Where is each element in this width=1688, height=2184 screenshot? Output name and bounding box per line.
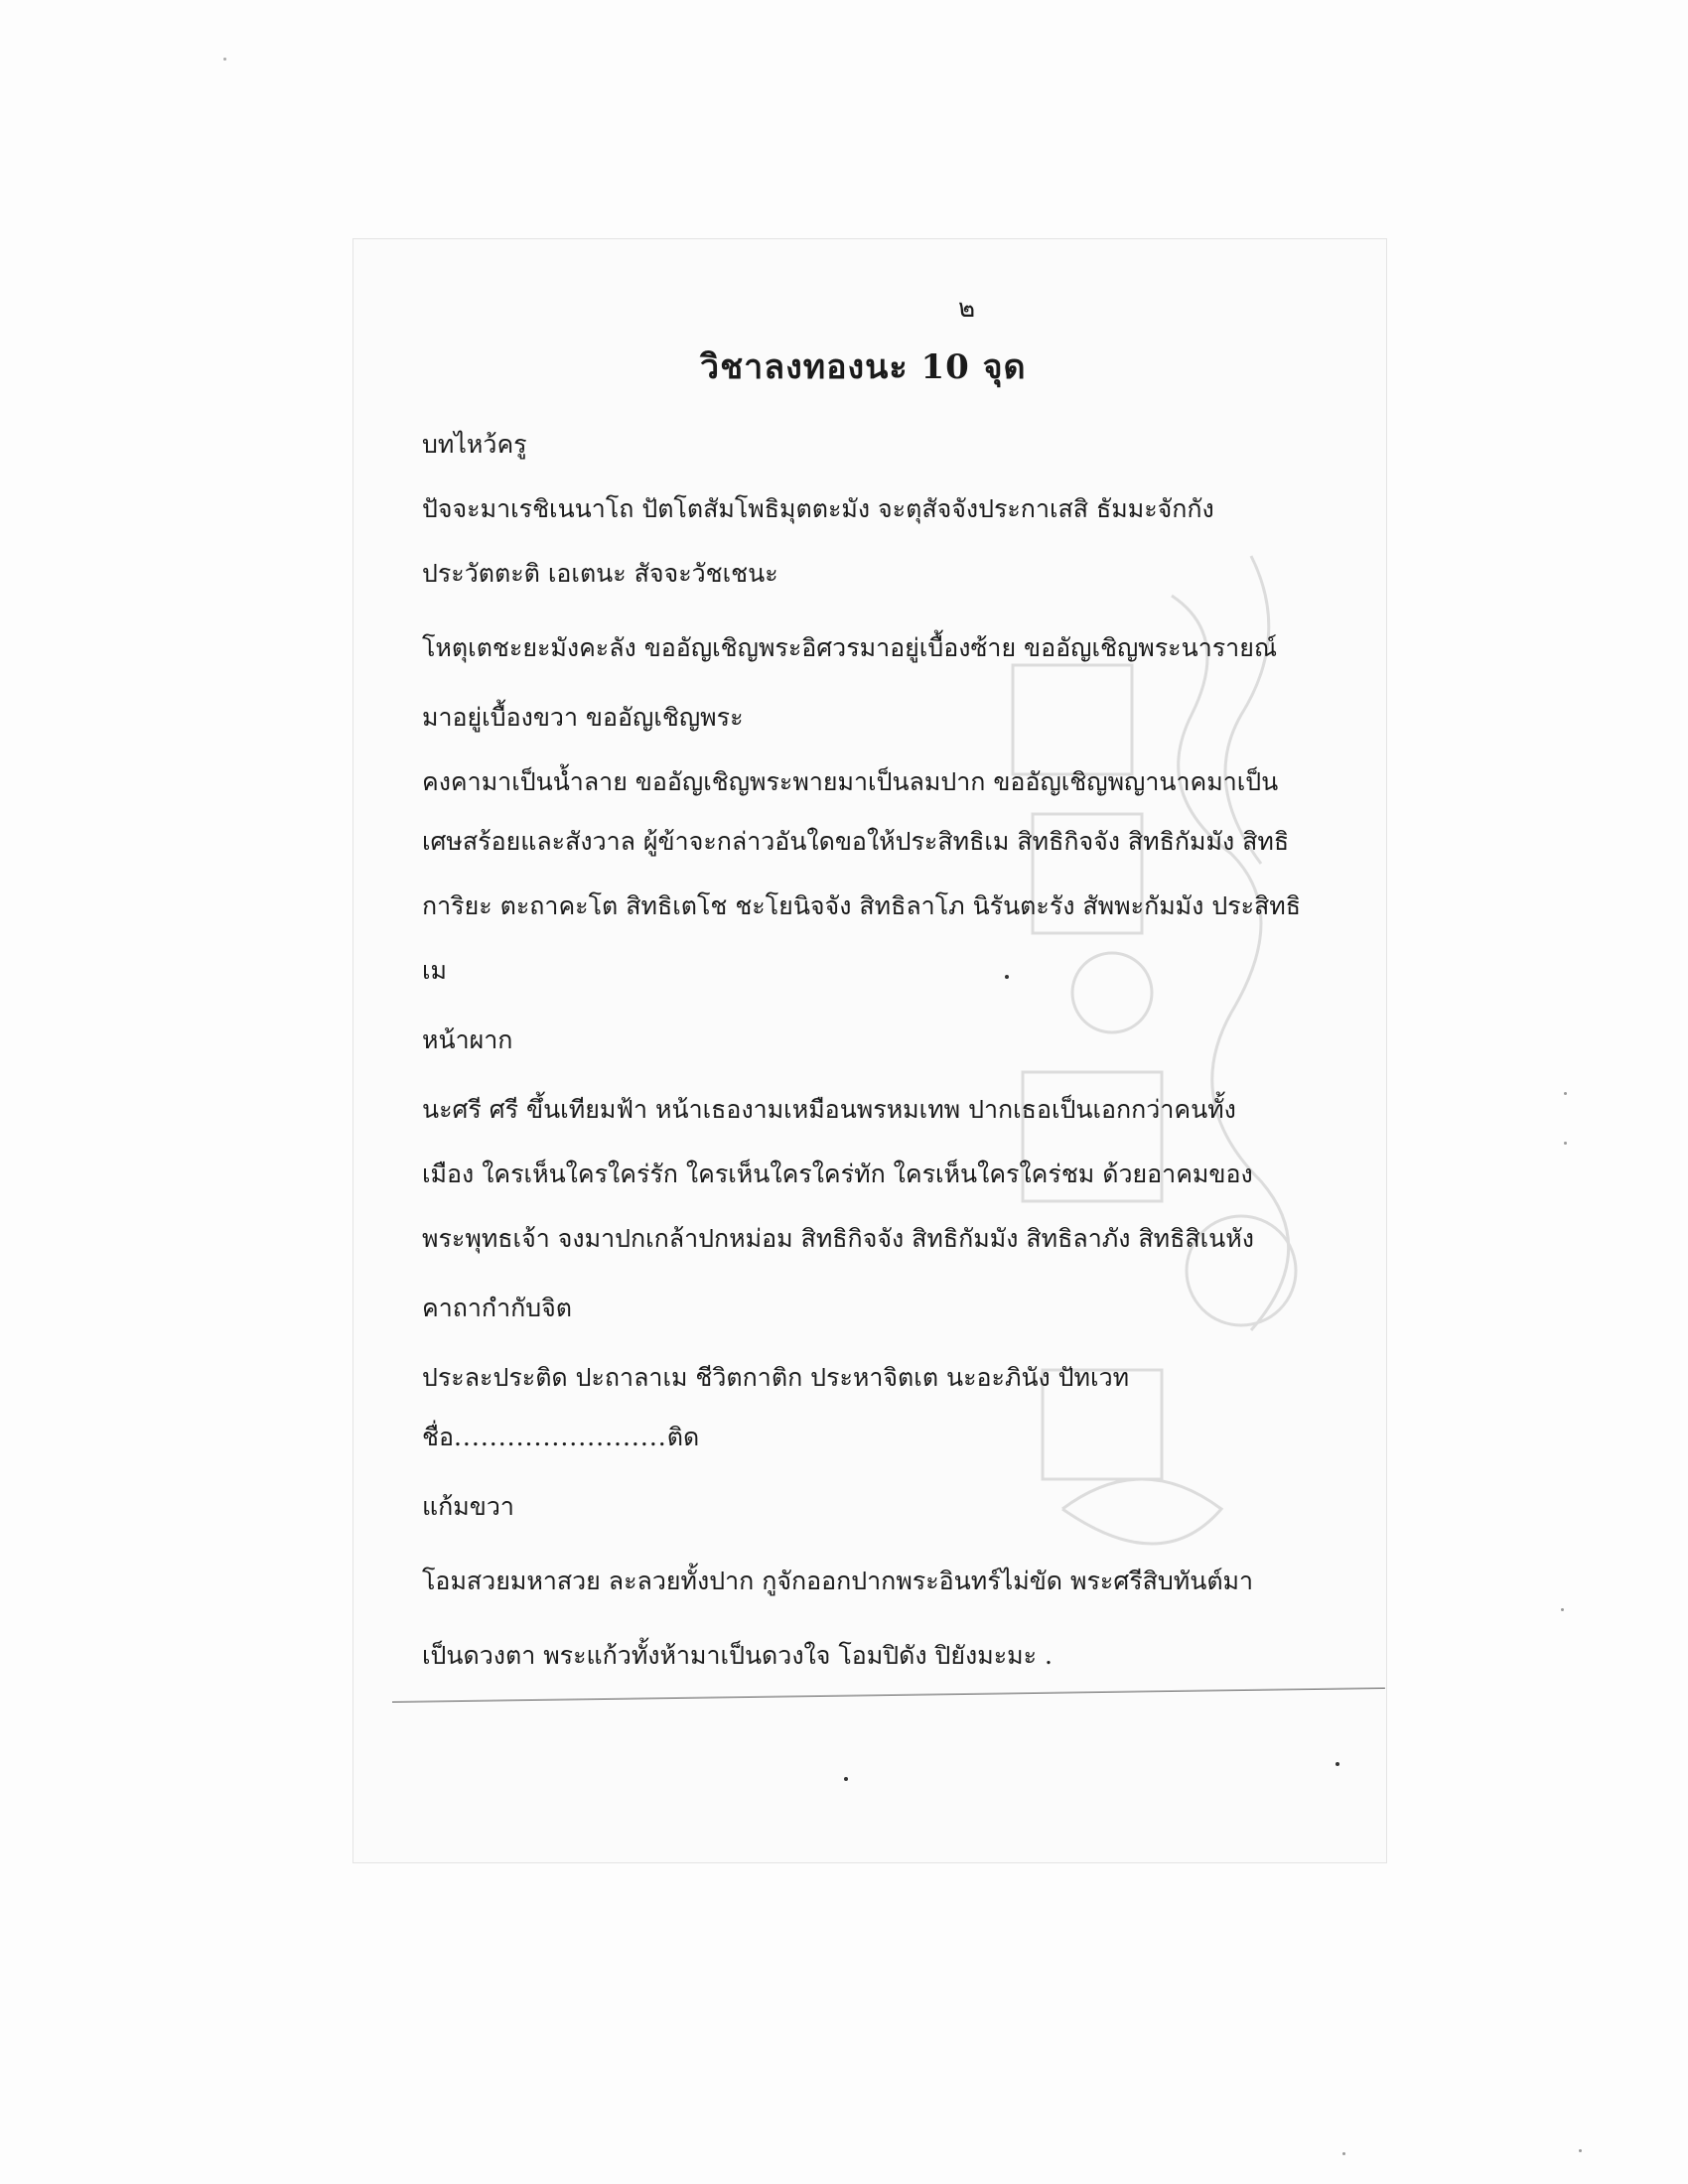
text-line: ประละประติด ปะถาลาเม ชีวิตกาติก ประหาจิตเต นะอะภินัง ปัทเวท: [422, 1363, 1130, 1392]
section-heading: บทไหว้ครู: [422, 430, 527, 459]
text-line: เม: [422, 956, 448, 985]
text-line: เป็นดวงตา พระแก้วทั้งห้ามาเป็นดวงใจ โอมปิดัง ปิยังมะมะ .: [422, 1641, 1053, 1670]
page-number: ๒: [958, 294, 976, 324]
scan-speck: [844, 1777, 848, 1781]
section-heading: แก้มขวา: [422, 1492, 514, 1521]
text-line: มาอยู่เบื้องขวา ขออัญเชิญพระ: [422, 703, 744, 732]
scan-speck: [1564, 1142, 1567, 1145]
text-line: นะศรี ศรี ขึ้นเทียมฟ้า หน้าเธองามเหมือนพรหมเทพ ปากเธอเป็นเอกกว่าคนทั้ง: [422, 1095, 1236, 1124]
text-line: โอมสวยมหาสวย ละลวยทั้งปาก กูจักออกปากพระอินทร์ไม่ขัด พระศรีสิบทันต์มา: [422, 1567, 1254, 1595]
scan-speck: [1561, 1608, 1564, 1611]
scan-speck: [1579, 2149, 1582, 2152]
text-line: พระพุทธเจ้า จงมาปกเกล้าปกหม่อม สิทธิกิจจัง สิทธิกัมมัง สิทธิลาภัง สิทธิสิเนหัง: [422, 1224, 1254, 1253]
scan-speck: [1342, 2152, 1345, 2155]
scan-speck: [223, 58, 226, 61]
text-line: เมือง ใครเห็นใครใคร่รัก ใครเห็นใครใคร่ทัก ใครเห็นใครใคร่ชม ด้วยอาคมของ: [422, 1160, 1253, 1188]
section-heading: คาถากำกับจิต: [422, 1294, 573, 1322]
text-line: เศษสร้อยและสังวาล ผู้ข้าจะกล่าวอันใดขอให้ประสิทธิเม สิทธิกิจจัง สิทธิกัมมัง สิทธิ: [422, 827, 1290, 856]
scan-speck: [1336, 1762, 1339, 1766]
text-line: คงคามาเป็นน้ำลาย ขออัญเชิญพระพายมาเป็นลมปาก ขออัญเชิญพญานาคมาเป็น: [422, 767, 1279, 796]
text-line: โหตุเตชะยะมังคะลัง ขออัญเชิญพระอิศวรมาอยู่เบื้องซ้าย ขออัญเชิญพระนารายณ์: [422, 633, 1278, 662]
text-line: ประวัตตะติ เอเตนะ สัจจะวัชเชนะ: [422, 559, 778, 588]
section-heading: หน้าผาก: [422, 1025, 513, 1054]
page-title: วิชาลงทองนะ 10 จุด: [700, 347, 1027, 387]
scan-speck: [1005, 975, 1009, 979]
text-line: การิยะ ตะถาคะโต สิทธิเตโช ชะโยนิจจัง สิทธิลาโภ นิรันตะรัง สัพพะกัมมัง ประสิทธิ: [422, 891, 1302, 920]
fill-line-dots: ........................: [453, 1423, 667, 1451]
text-line: ปัจจะมาเรชิเนนาโถ ปัตโตสัมโพธิมุตตะมัง จะตุสัจจังประกาเสสิ ธัมมะจักกัง: [422, 494, 1214, 523]
fill-line-suffix: ติด: [666, 1423, 700, 1451]
name-fill-line: [422, 1425, 699, 1449]
scan-speck: [1564, 1092, 1567, 1095]
fill-line-prefix: ชื่อ: [422, 1423, 454, 1451]
